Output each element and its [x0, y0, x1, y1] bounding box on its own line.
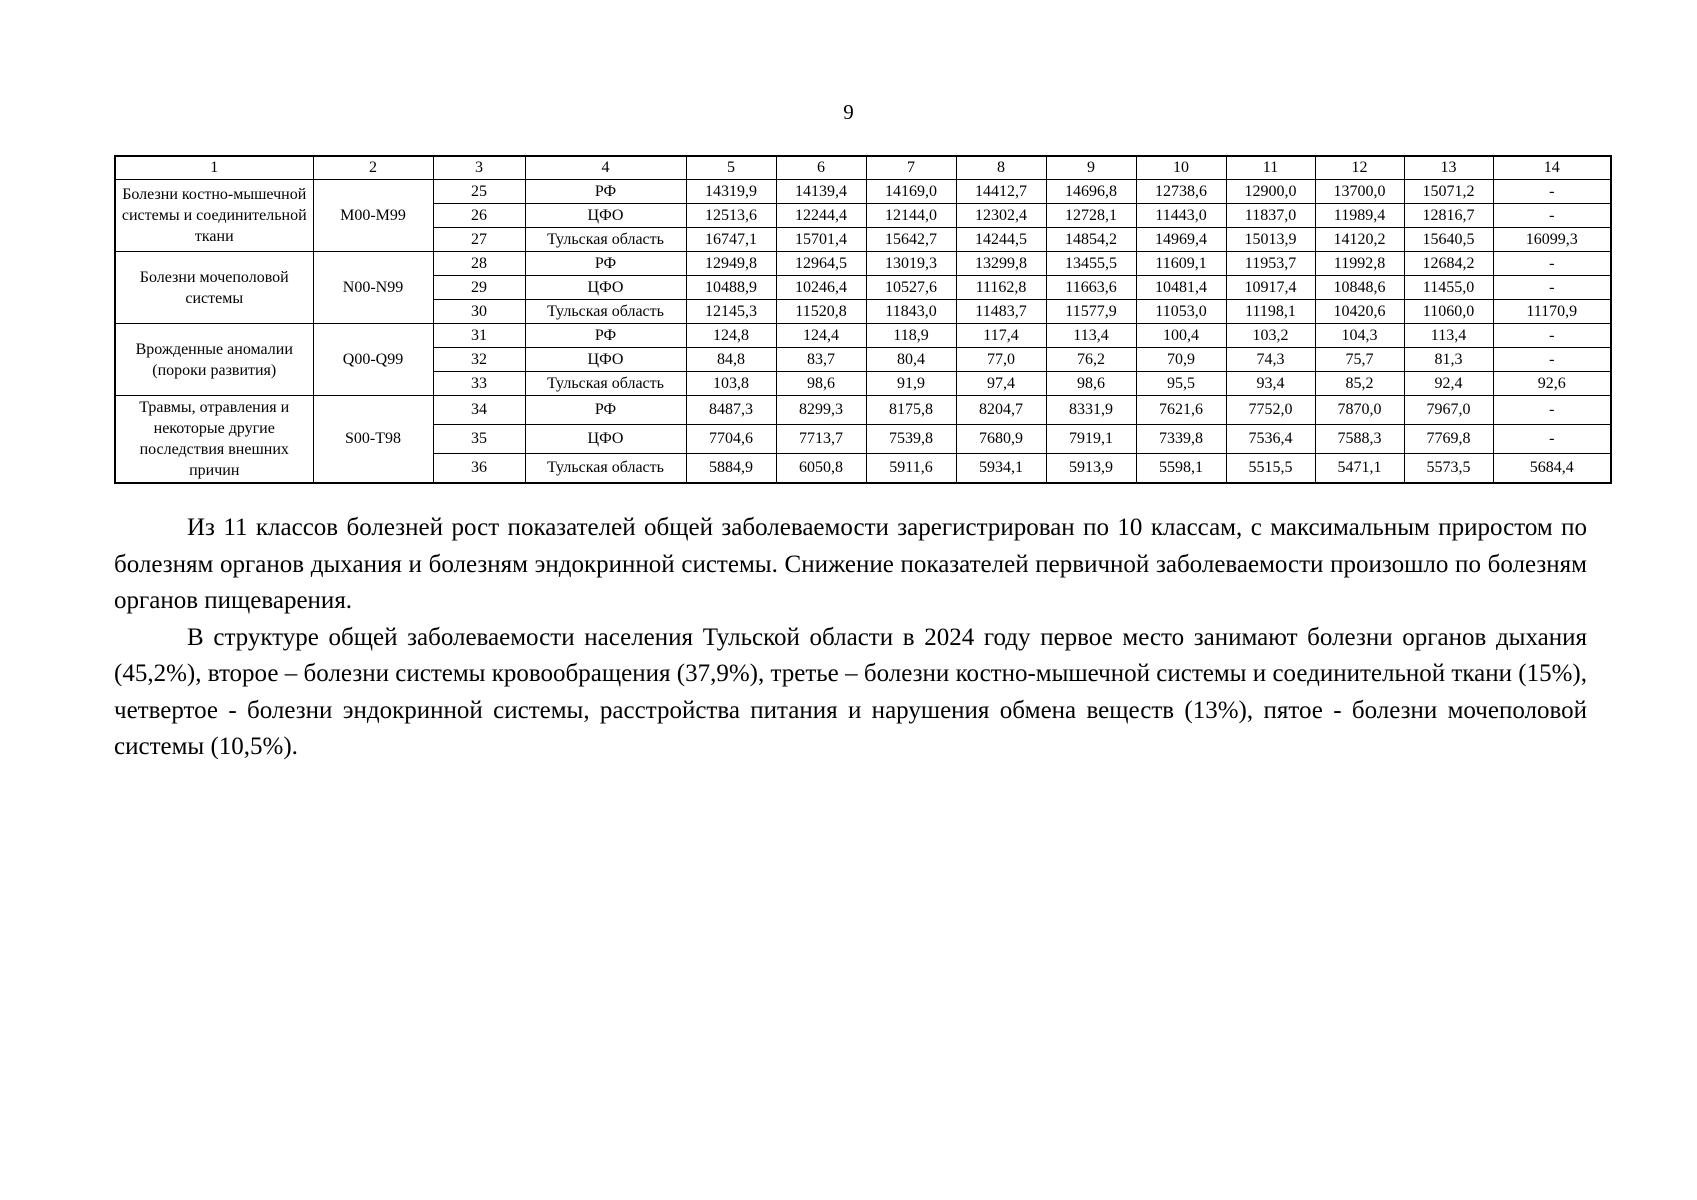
value-cell: 76,2 — [1046, 348, 1136, 372]
value-cell: 5471,1 — [1315, 453, 1404, 483]
value-cell: 11843,0 — [866, 300, 956, 324]
value-cell: 11455,0 — [1404, 276, 1493, 300]
header-cell: 5 — [686, 156, 776, 180]
value-cell: 10488,9 — [686, 276, 776, 300]
value-cell: 5573,5 — [1404, 453, 1493, 483]
value-cell: 7919,1 — [1046, 424, 1136, 453]
header-cell: 13 — [1404, 156, 1493, 180]
paragraph-2: В структуре общей заболеваемости населения Тульской области в 2024 году первое место занимают болезни органов дыхания (45,2%), второе – болезни системы кровообращения (37,9%), третье – болезни костно-мышечной системы и соединительной ткани (15%), четвертое - болезни эндокринной системы, расстройства питания и нарушения обмена веществ (13%), пятое - болезни мочеполовой системы (10,5%). — [114, 623, 1587, 760]
header-cell: 7 — [866, 156, 956, 180]
value-cell: 16747,1 — [686, 228, 776, 252]
value-cell: 10481,4 — [1136, 276, 1226, 300]
region-cell: РФ — [525, 252, 686, 276]
value-cell: 11443,0 — [1136, 204, 1226, 228]
region-cell: ЦФО — [525, 276, 686, 300]
value-cell: 7752,0 — [1226, 396, 1315, 425]
value-cell: 11837,0 — [1226, 204, 1315, 228]
row-number-cell: 27 — [433, 228, 525, 252]
value-cell: 11483,7 — [956, 300, 1046, 324]
row-number-cell: 35 — [433, 424, 525, 453]
value-cell: 7704,6 — [686, 424, 776, 453]
value-cell: 11577,9 — [1046, 300, 1136, 324]
header-cell: 6 — [776, 156, 866, 180]
value-cell: 75,7 — [1315, 348, 1404, 372]
row-number-cell: 29 — [433, 276, 525, 300]
header-cell: 3 — [433, 156, 525, 180]
value-cell: 7339,8 — [1136, 424, 1226, 453]
header-cell: 10 — [1136, 156, 1226, 180]
table-row — [115, 396, 1611, 425]
value-cell: 13455,5 — [1046, 252, 1136, 276]
value-cell: 14120,2 — [1315, 228, 1404, 252]
value-cell: 91,9 — [866, 372, 956, 396]
value-cell: 8299,3 — [776, 396, 866, 425]
value-cell: 97,4 — [956, 372, 1046, 396]
value-cell: 12949,8 — [686, 252, 776, 276]
value-cell: 124,4 — [776, 324, 866, 348]
value-cell: 7536,4 — [1226, 424, 1315, 453]
value-cell: 5598,1 — [1136, 453, 1226, 483]
header-cell: 4 — [525, 156, 686, 180]
value-cell: 11663,6 — [1046, 276, 1136, 300]
value-cell: 11198,1 — [1226, 300, 1315, 324]
value-cell: 12513,6 — [686, 204, 776, 228]
region-cell: Тульская область — [525, 453, 686, 483]
header-cell: 8 — [956, 156, 1046, 180]
value-cell: 5515,5 — [1226, 453, 1315, 483]
value-cell: 11060,0 — [1404, 300, 1493, 324]
header-cell: 14 — [1493, 156, 1611, 180]
value-cell: 8331,9 — [1046, 396, 1136, 425]
value-cell: 98,6 — [1046, 372, 1136, 396]
icd-code-cell: N00-N99 — [313, 252, 433, 324]
value-cell: 7539,8 — [866, 424, 956, 453]
table-row — [115, 324, 1611, 348]
icd-code-cell: S00-T98 — [313, 396, 433, 484]
value-cell: 16099,3 — [1493, 228, 1611, 252]
row-number-cell: 36 — [433, 453, 525, 483]
value-cell: 7588,3 — [1315, 424, 1404, 453]
value-cell: 14139,4 — [776, 180, 866, 204]
value-cell: - — [1493, 348, 1611, 372]
value-cell: 113,4 — [1404, 324, 1493, 348]
value-cell: 98,6 — [776, 372, 866, 396]
disease-class-cell: Болезни мочеполовой системы — [115, 252, 313, 324]
value-cell: 15013,9 — [1226, 228, 1315, 252]
header-cell: 1 — [115, 156, 313, 180]
value-cell: 15701,4 — [776, 228, 866, 252]
value-cell: 12144,0 — [866, 204, 956, 228]
value-cell: 92,6 — [1493, 372, 1611, 396]
row-number-cell: 30 — [433, 300, 525, 324]
value-cell: 10917,4 — [1226, 276, 1315, 300]
value-cell: 10848,6 — [1315, 276, 1404, 300]
value-cell: 8204,7 — [956, 396, 1046, 425]
value-cell: 15071,2 — [1404, 180, 1493, 204]
region-cell: Тульская область — [525, 372, 686, 396]
value-cell: 113,4 — [1046, 324, 1136, 348]
value-cell: - — [1493, 204, 1611, 228]
disease-class-cell: Травмы, отравления и некоторые другие последствия внешних причин — [115, 396, 313, 484]
morbidity-table — [114, 155, 1612, 484]
value-cell: 12145,3 — [686, 300, 776, 324]
value-cell: 12738,6 — [1136, 180, 1226, 204]
value-cell: 81,3 — [1404, 348, 1493, 372]
region-cell: РФ — [525, 324, 686, 348]
value-cell: 14169,0 — [866, 180, 956, 204]
value-cell: 7967,0 — [1404, 396, 1493, 425]
value-cell: 8487,3 — [686, 396, 776, 425]
value-cell: 8175,8 — [866, 396, 956, 425]
value-cell: 7680,9 — [956, 424, 1046, 453]
region-cell: Тульская область — [525, 300, 686, 324]
value-cell: 13299,8 — [956, 252, 1046, 276]
value-cell: - — [1493, 252, 1611, 276]
row-number-cell: 26 — [433, 204, 525, 228]
header-cell: 2 — [313, 156, 433, 180]
value-cell: 14969,4 — [1136, 228, 1226, 252]
table-row — [115, 252, 1611, 276]
body-text — [114, 510, 1587, 766]
value-cell: 77,0 — [956, 348, 1046, 372]
region-cell: ЦФО — [525, 204, 686, 228]
value-cell: 7621,6 — [1136, 396, 1226, 425]
value-cell: 12816,7 — [1404, 204, 1493, 228]
value-cell: - — [1493, 180, 1611, 204]
value-cell: 5913,9 — [1046, 453, 1136, 483]
value-cell: 92,4 — [1404, 372, 1493, 396]
value-cell: 13019,3 — [866, 252, 956, 276]
value-cell: 12244,4 — [776, 204, 866, 228]
row-number-cell: 34 — [433, 396, 525, 425]
value-cell: 14696,8 — [1046, 180, 1136, 204]
value-cell: 7713,7 — [776, 424, 866, 453]
table-row — [115, 180, 1611, 204]
value-cell: 15640,5 — [1404, 228, 1493, 252]
header-cell: 9 — [1046, 156, 1136, 180]
header-cell: 12 — [1315, 156, 1404, 180]
value-cell: 5884,9 — [686, 453, 776, 483]
region-cell: ЦФО — [525, 348, 686, 372]
row-number-cell: 31 — [433, 324, 525, 348]
value-cell: 14412,7 — [956, 180, 1046, 204]
value-cell: 10246,4 — [776, 276, 866, 300]
value-cell: 80,4 — [866, 348, 956, 372]
value-cell: 11170,9 — [1493, 300, 1611, 324]
region-cell: Тульская область — [525, 228, 686, 252]
value-cell: 14244,5 — [956, 228, 1046, 252]
value-cell: 10420,6 — [1315, 300, 1404, 324]
value-cell: 11989,4 — [1315, 204, 1404, 228]
region-cell: РФ — [525, 396, 686, 425]
value-cell: 7870,0 — [1315, 396, 1404, 425]
value-cell: 14319,9 — [686, 180, 776, 204]
value-cell: 84,8 — [686, 348, 776, 372]
value-cell: 5911,6 — [866, 453, 956, 483]
value-cell: 117,4 — [956, 324, 1046, 348]
icd-code-cell: M00-M99 — [313, 180, 433, 252]
paragraph-1: Из 11 классов болезней рост показателей общей заболеваемости зарегистрирован по 10 классам, с максимальным приростом по болезням органов дыхания и болезням эндокринной системы. Снижение показателей первичной заболеваемости произошло по болезням органов пищеварения. — [114, 514, 1587, 614]
value-cell: 7769,8 — [1404, 424, 1493, 453]
page-number: 9 — [843, 100, 854, 124]
header-cell: 11 — [1226, 156, 1315, 180]
value-cell: 14854,2 — [1046, 228, 1136, 252]
value-cell: 11520,8 — [776, 300, 866, 324]
value-cell: 11609,1 — [1136, 252, 1226, 276]
icd-code-cell: Q00-Q99 — [313, 324, 433, 396]
value-cell: 15642,7 — [866, 228, 956, 252]
value-cell: - — [1493, 396, 1611, 425]
value-cell: - — [1493, 424, 1611, 453]
value-cell: - — [1493, 276, 1611, 300]
value-cell: 5934,1 — [956, 453, 1046, 483]
value-cell: 6050,8 — [776, 453, 866, 483]
value-cell: 10527,6 — [866, 276, 956, 300]
value-cell: 12302,4 — [956, 204, 1046, 228]
row-number-cell: 32 — [433, 348, 525, 372]
value-cell: 93,4 — [1226, 372, 1315, 396]
disease-class-cell: Болезни костно-мышечной системы и соединительной ткани — [115, 180, 313, 252]
value-cell: 100,4 — [1136, 324, 1226, 348]
row-number-cell: 33 — [433, 372, 525, 396]
value-cell: 11053,0 — [1136, 300, 1226, 324]
region-cell: ЦФО — [525, 424, 686, 453]
value-cell: 5684,4 — [1493, 453, 1611, 483]
table-header-row — [115, 156, 1611, 180]
value-cell: 74,3 — [1226, 348, 1315, 372]
row-number-cell: 25 — [433, 180, 525, 204]
value-cell: 103,8 — [686, 372, 776, 396]
value-cell: 11162,8 — [956, 276, 1046, 300]
disease-class-cell: Врожденные аномалии (пороки развития) — [115, 324, 313, 396]
value-cell: 12964,5 — [776, 252, 866, 276]
value-cell: 11992,8 — [1315, 252, 1404, 276]
value-cell: - — [1493, 324, 1611, 348]
value-cell: 12900,0 — [1226, 180, 1315, 204]
value-cell: 118,9 — [866, 324, 956, 348]
value-cell: 124,8 — [686, 324, 776, 348]
value-cell: 12684,2 — [1404, 252, 1493, 276]
value-cell: 103,2 — [1226, 324, 1315, 348]
region-cell: РФ — [525, 180, 686, 204]
value-cell: 70,9 — [1136, 348, 1226, 372]
value-cell: 85,2 — [1315, 372, 1404, 396]
value-cell: 104,3 — [1315, 324, 1404, 348]
value-cell: 95,5 — [1136, 372, 1226, 396]
row-number-cell: 28 — [433, 252, 525, 276]
value-cell: 13700,0 — [1315, 180, 1404, 204]
value-cell: 12728,1 — [1046, 204, 1136, 228]
value-cell: 11953,7 — [1226, 252, 1315, 276]
value-cell: 83,7 — [776, 348, 866, 372]
